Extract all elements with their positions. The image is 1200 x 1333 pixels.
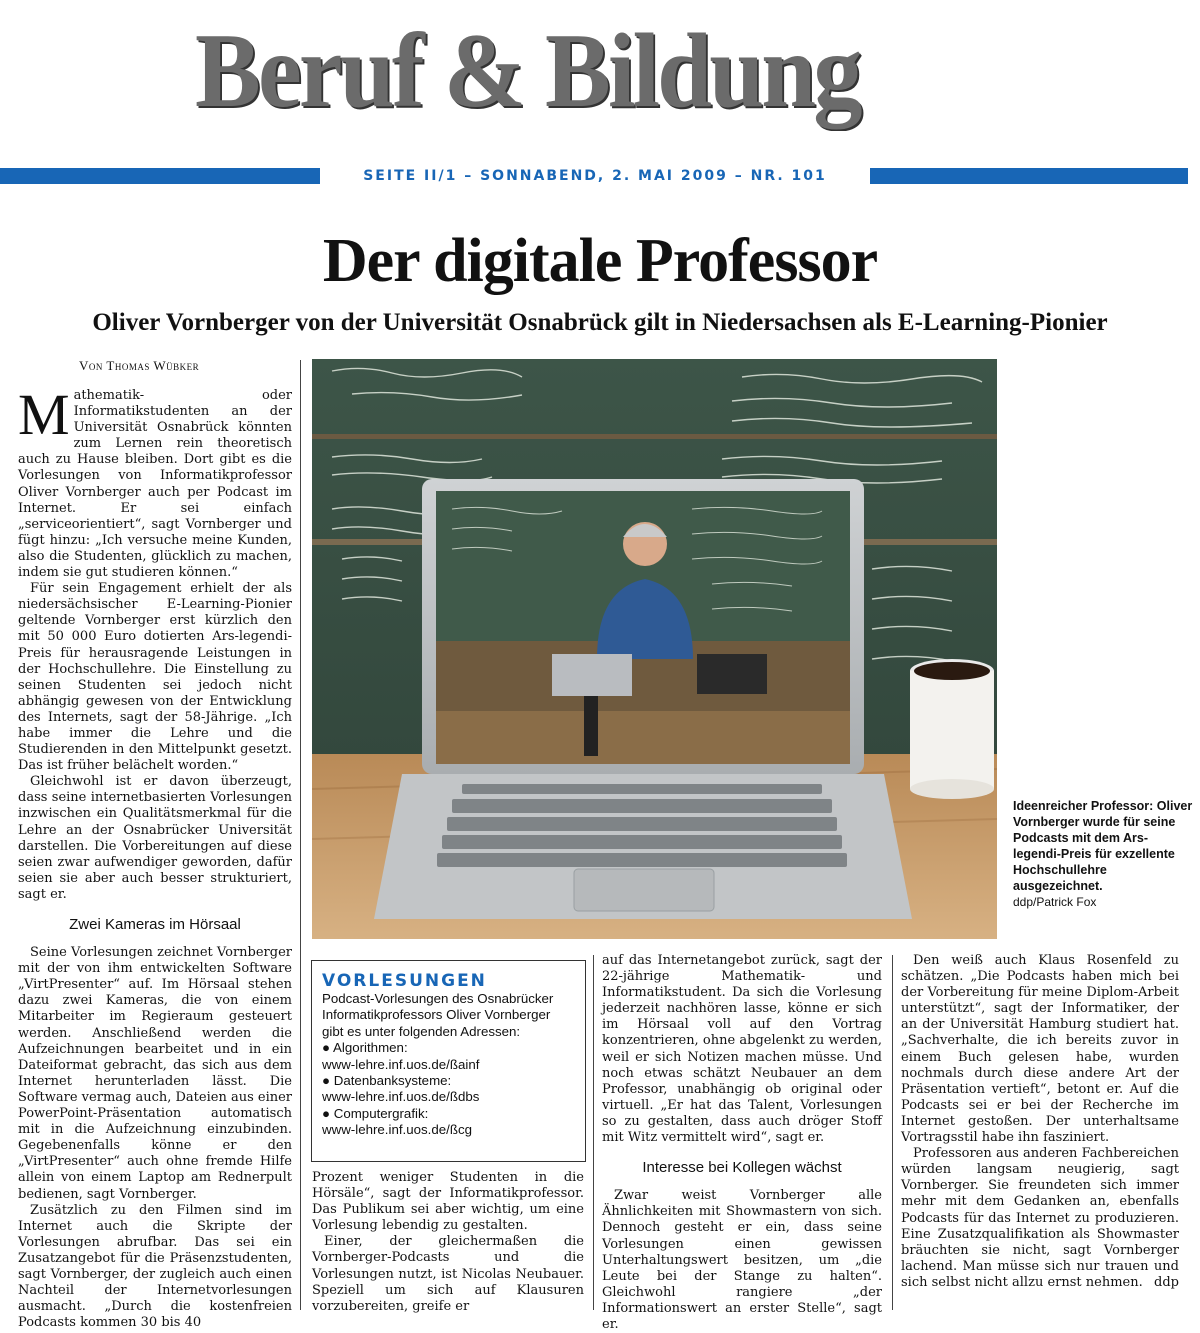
paragraph: Gleichwohl ist er davon überzeugt, dass seine internetbasierten Vorlesungen inzwischen ein Qualitätsmerkmal für die Lehre an der Osnabrücker Universität darstellen. Die Vorbereitungen auf diese seien zwar aufwendiger geworden, dafür seien sie aber auch besser strukturiert, sagt er. xyxy=(18,774,292,902)
article-subheadline: Oliver Vornberger von der Universität Osnabrück gilt in Niedersachsen als E-Learning-Pionier xyxy=(92,309,1108,336)
signoff: ddp xyxy=(1154,1274,1179,1290)
infobox-item-label: ● Datenbanksysteme: xyxy=(322,1073,452,1089)
infobox-vorlesungen xyxy=(311,960,586,1162)
paragraph: auf das Internetangebot zurück, sagt der 22-jährige Mathematik- und Informatikstudent. Da sich die Vorlesung jederzeit nachhören lasse, könne er sich im Hörsaal voll auf den Vortrag konzentrieren, ohne abgelenkt zu werden, weil er sich Notizen machen müsse. Und noch etwas schätzt Neubauer an dem Professor, unabhängig ob original oder virtuell. „Er hat das Talent, Vorlesungen so zu gestalten, dass auch dröger Stoff mit Witz vermittelt wird“, sagt er. xyxy=(602,953,882,1146)
paragraph: Zwar weist Vornberger alle Ähnlichkeiten mit Showmastern von sich. Dennoch gesteht er ein, dass seine Vorlesungen einen gewissen Unterhaltungswert besitzen, um „die Leute bei der Stange zu halten“. Gleichwohl rangiere „der Informationswert an erster Stelle“, sagt er. xyxy=(602,1188,882,1332)
article-photo xyxy=(312,359,997,939)
issue-line: SEITE II/1 – SONNABEND, 2. MAI 2009 – NR. 101 xyxy=(320,168,870,184)
paragraph: Für sein Engagement erhielt der als niedersächsischer E-Learning-Pionier geltende Vornberger erst kürzlich den mit 50 000 Euro dotierten Ars-legendi-Preis für herausragende Leistungen in der Hochschullehre. Die Einstellung zu seinen Studenten sei jedoch nicht abhängig gewesen von der Entwicklung des Internets, sagt der 58-Jährige. „Ich habe immer die Lehre und die Studierenden in den Mittelpunkt gesetzt. Das ist früher belächelt worden.“ xyxy=(18,581,292,774)
column-4 xyxy=(901,953,1179,1291)
paragraph: Einer, der gleichermaßen die Vornberger-Podcasts und die Vorlesungen nutzt, ist Nicolas Neubauer. Speziell um sich auf Klausuren vorzubereiten, greife er xyxy=(312,1234,584,1314)
masthead-title: Beruf & Bildung xyxy=(195,12,860,129)
infobox-item-label: ● Computergrafik: xyxy=(322,1105,429,1121)
dropcap: M xyxy=(18,382,70,447)
column-divider xyxy=(892,955,893,1310)
column-2 xyxy=(312,1170,584,1315)
infobox-title: VORLESUNGEN xyxy=(322,971,487,991)
paragraph: Professoren aus anderen Fachbereichen würden langsam neugierig, sagt Vornberger. Sie freundeten sich immer mehr mit dem Gedanken an, ebenfalls Podcasts für das Internet zu produzieren. Eine Zusatzqualifikation als Showmaster bräuchten sie nicht, sagt Vornberger lachend. Man müsse sich nur trauen und sich selbst nicht allzu ernst nehmen. xyxy=(901,1146,1179,1290)
infobox-intro: Podcast-Vorlesungen des Osnabrücker Informatikprofessors Oliver Vornberger gibt es unter folgenden Adressen: xyxy=(322,991,554,1039)
column-divider xyxy=(300,360,301,1310)
column-1 xyxy=(18,382,293,1331)
byline: Von Thomas Wübker xyxy=(79,358,200,373)
paragraph: Seine Vorlesungen zeichnet Vornberger mit der von ihm entwickelten Software „VirtPresenter“ auf. Im Hörsaal stehen dazu zwei Kameras, die von einem Mitarbeiter im Regieraum gesteuert werden. Anschließend werden die Aufzeichnungen bearbeitet und in ein Dateiformat gebracht, das sich aus dem Internet herunterladen lässt. Die Software vermag auch, Dateien aus einer PowerPoint-Präsentation automatisch mit in die Aufzeichnung einzubinden. Gegebenenfalls könne er den „VirtPresenter“ auch ohne fremde Hilfe allein von einem Laptop am Rednerpult bedienen, sagt Vornberger. xyxy=(18,945,293,1202)
infobox-item-url[interactable]: www-lehre.inf.uos.de/ßdbs xyxy=(322,1089,480,1105)
article-headline: Der digitale Professor xyxy=(322,227,878,295)
infobox-body xyxy=(312,991,585,1139)
lead-paragraph: Mathematik- oder Informatikstudenten an der Universität Osnabrück könnten zum Lernen rein theoretisch auch zu Hause bleiben. Dort gibt es die Vorlesungen von Informatikprofessor Oliver Vornberger auch per Podcast im Internet. Er sei einfach „serviceorientiert“, sagt Vornberger und fügt hinzu: „Ich versuche meine Kunden, also die Studenten, glücklich zu machen, indem sie gut studieren können.“ xyxy=(18,382,292,581)
section-subtitle: Interesse bei Kollegen wächst xyxy=(642,1159,842,1177)
photo-credit: ddp/Patrick Fox xyxy=(1013,895,1097,909)
infobox-item-url[interactable]: www-lehre.inf.uos.de/ßcg xyxy=(322,1122,473,1138)
paragraph: Zusätzlich zu den Filmen sind im Internet auch die Skripte der Vorlesungen abrufbar. Das sei ein Zusatzangebot für die Präsenzstudenten, sagt Vornberger, der zugleich auch einen Nachteil der Internetvorlesungen ausmacht. „Durch die kostenfreien Podcasts kommen 30 bis 40 xyxy=(18,1202,292,1331)
paragraph: Den weiß auch Klaus Rosenfeld zu schätzen. „Die Podcasts haben mich bei der Vorbereitung für meine Diplom-Arbeit unterstützt“, sagt der Informatiker, der an der Universität Hamburg studiert hat. „Sachverhalte, die ich bereits zuvor in einem Buch gelesen habe, wurden nochmals durch diese andere Art der Präsentation vertieft“, betont er. Auf die Podcasts sei er bei der Recherche im Internet gestoßen. Der unterhaltsame Vortragsstil habe ihn fasziniert. xyxy=(901,953,1179,1146)
section-subtitle: Zwei Kameras im Hörsaal xyxy=(69,916,241,933)
column-3 xyxy=(602,953,882,1333)
photo-caption: Ideenreicher Professor: Oliver Vornberger wurde für seine Podcasts mit dem Ars-legendi-Preis für exzellente Hochschullehre ausgezeichnet. ddp/Patrick Fox xyxy=(1013,799,1193,909)
infobox-item-url[interactable]: www-lehre.inf.uos.de/ßainf xyxy=(322,1056,480,1072)
column-divider xyxy=(593,955,594,1310)
paragraph: Prozent weniger Studenten in die Hörsäle“, sagt der Informatikprofessor. Das Publikum sei aber wichtig, um eine Vorlesung lebendig zu gestalten. xyxy=(312,1170,584,1234)
infobox-item-label: ● Algorithmen: xyxy=(322,1040,408,1056)
